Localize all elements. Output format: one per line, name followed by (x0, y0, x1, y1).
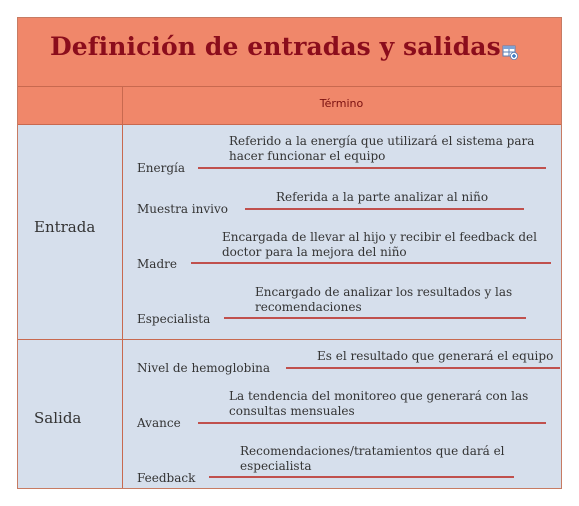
description-muestra-invivo: Referida a la parte analizar al niño (276, 190, 489, 204)
description-madre: Encargada de llevar al hijo y recibir el feedback del doctor para la mejora del niño (222, 230, 537, 259)
description-nivel-hemoglobina: Es el resultado que generará el equipo (317, 349, 554, 363)
description-avance: La tendencia del monitoreo que generará con las consultas mensuales (229, 389, 529, 418)
term-energia: Energía (137, 161, 185, 175)
term-underline (209, 476, 514, 478)
term-underline (198, 167, 546, 169)
add-table-icon[interactable] (502, 44, 518, 60)
term-underline (224, 317, 526, 319)
term-muestra-invivo: Muestra invivo (137, 202, 228, 216)
description-feedback: Recomendaciones/tratamientos que dará el especialista (240, 444, 505, 473)
term-avance: Avance (137, 416, 181, 430)
category-entrada: Entrada (34, 218, 96, 236)
description-energia: Referido a la energía que utilizará el sistema para hacer funcionar el equipo (229, 134, 535, 163)
term-underline (245, 208, 524, 210)
term-feedback: Feedback (137, 471, 196, 485)
term-underline (191, 262, 551, 264)
term-underline (286, 367, 560, 369)
term-especialista: Especialista (137, 312, 211, 326)
header-empty-cell (18, 87, 123, 124)
column-divider (122, 125, 123, 488)
section-divider (18, 339, 561, 340)
category-salida: Salida (34, 409, 82, 427)
title-bar (18, 18, 561, 87)
header-row (18, 87, 561, 125)
term-underline (198, 422, 546, 424)
definitions-table (17, 17, 562, 489)
description-especialista: Encargado de analizar los resultados y las recomendaciones (255, 285, 513, 314)
term-column-header: Término (319, 97, 364, 110)
page-title: Definición de entradas y salidas (50, 32, 501, 61)
term-nivel-hemoglobina: Nivel de hemoglobina (137, 361, 271, 375)
term-madre: Madre (137, 257, 177, 271)
